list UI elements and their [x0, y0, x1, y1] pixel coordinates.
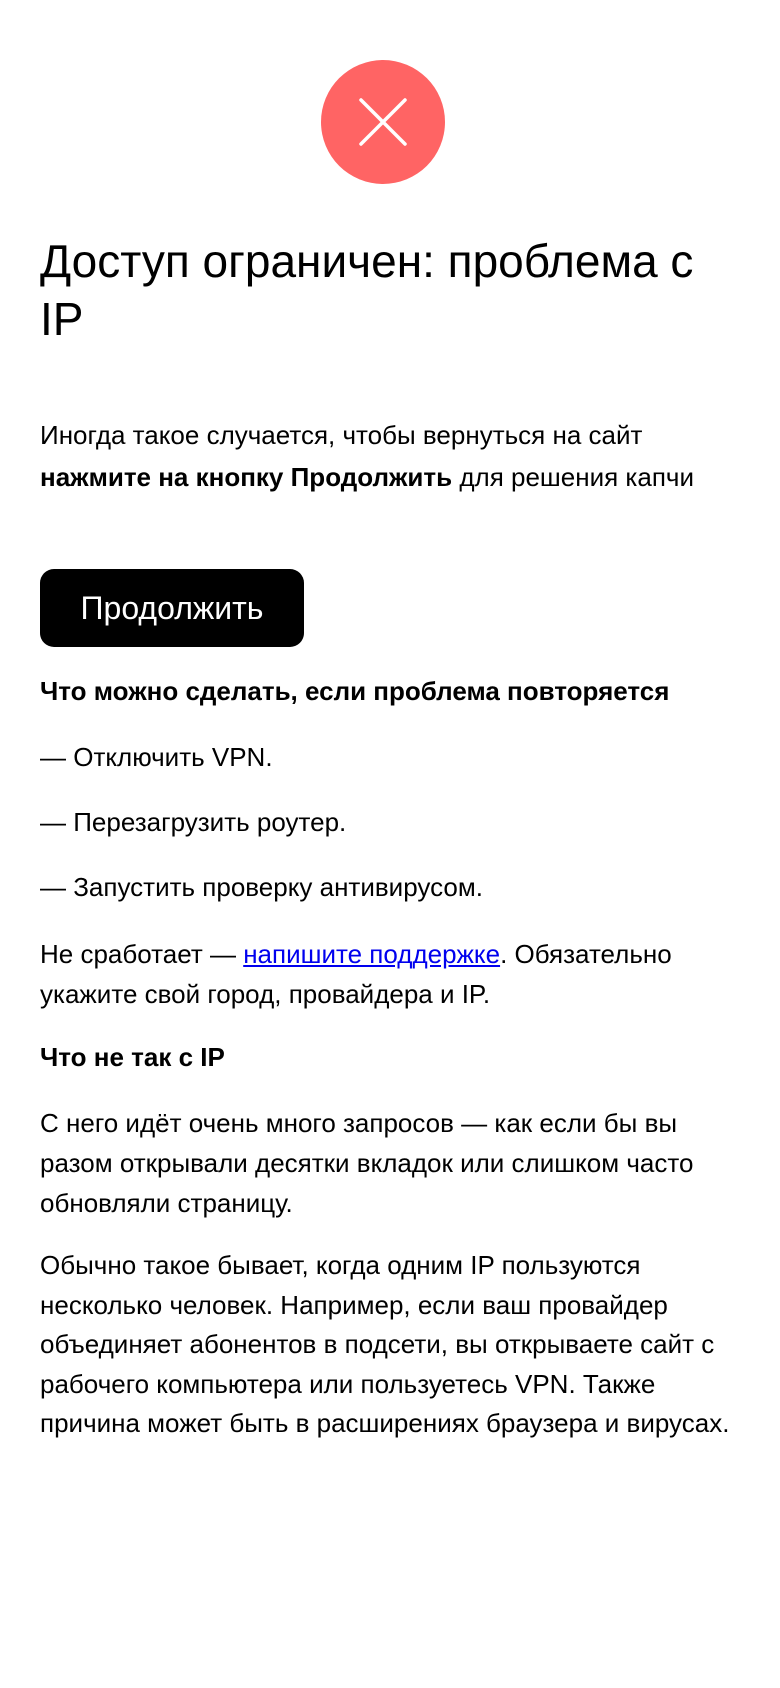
- page-title: Доступ ограничен: проблема с IP: [40, 235, 694, 345]
- support-link[interactable]: напишите поддержке: [243, 939, 501, 969]
- intro-text-after: для решения капчи: [452, 462, 694, 492]
- support-text-before: Не сработает —: [40, 939, 244, 969]
- ip-section-heading: Что не так с IP: [40, 1042, 225, 1072]
- error-badge: [321, 60, 445, 184]
- ip-causes-paragraph: Обычно такое бывает, когда одним IP пользуются несколько человек. Например, если ваш провайдер объединяет абонентов в подсети, вы открываете сайт с рабочего компьютера или пользуетесь VPN. Также причина может быть в расширениях браузера и вирусах.: [40, 1250, 730, 1438]
- list-item: — Перезагрузить роутер.: [40, 807, 347, 837]
- continue-button[interactable]: Продолжить: [40, 569, 304, 647]
- repeat-section-heading: Что можно сделать, если проблема повторяется: [40, 676, 670, 706]
- list-item: — Запустить проверку антивирусом.: [40, 872, 483, 902]
- support-text: [40, 934, 740, 1014]
- intro-text-bold: нажмите на кнопку Продолжить: [40, 462, 453, 492]
- ip-explanation-paragraph: С него идёт очень много запросов — как если бы вы разом открывали десятки вкладок или слишком часто обновляли страницу.: [40, 1108, 694, 1218]
- list-item: — Отключить VPN.: [40, 742, 273, 772]
- close-icon: [321, 60, 445, 184]
- intro-text-before: Иногда такое случается, чтобы вернуться на сайт: [40, 420, 643, 450]
- intro-text: [40, 414, 740, 498]
- support-text-after: . Обязательно укажите свой город, провайдера и IP.: [40, 939, 672, 1009]
